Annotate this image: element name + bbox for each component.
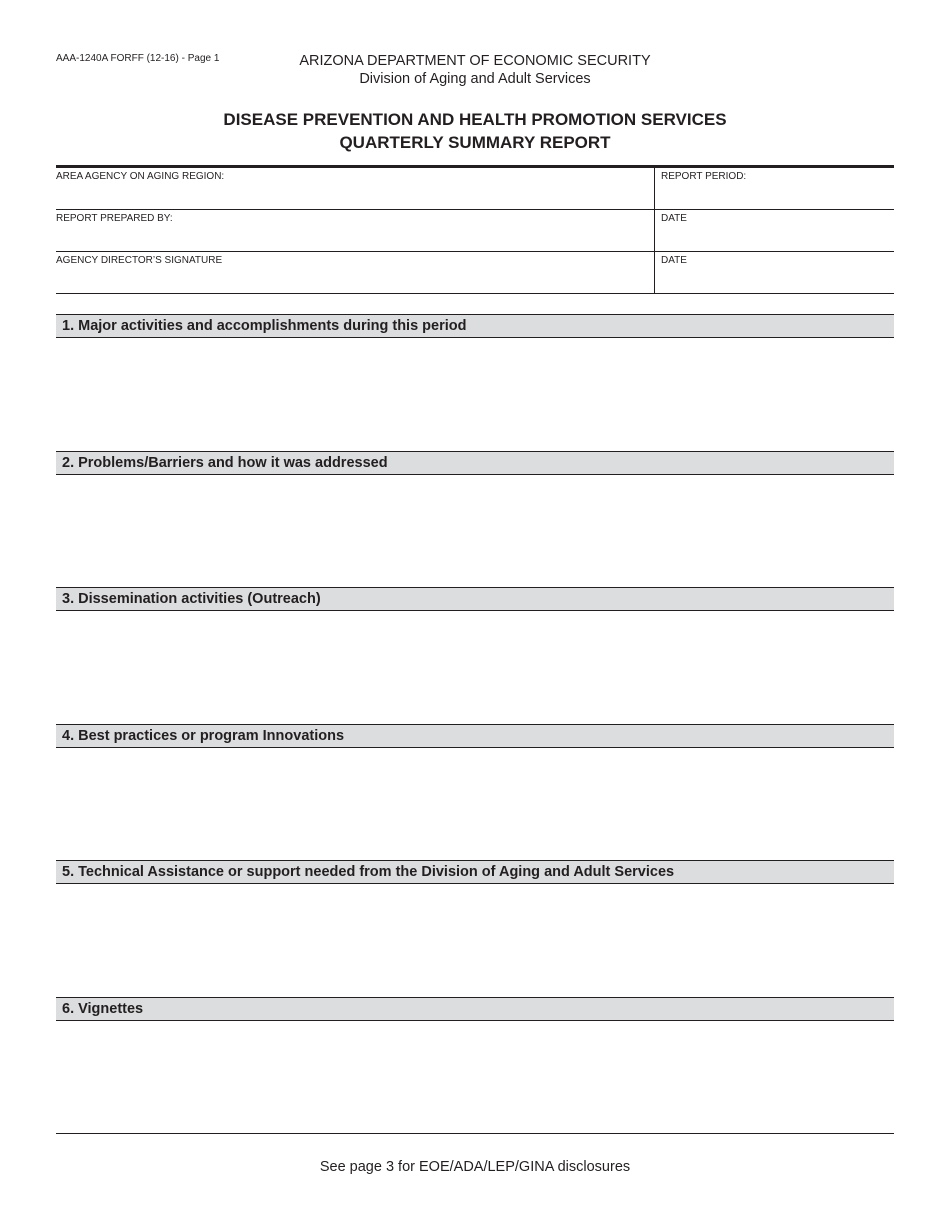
date1-cell <box>655 210 894 251</box>
prepared-by-cell <box>56 210 655 251</box>
footer-disclosure: See page 3 for EOE/ADA/LEP/GINA disclosures <box>319 1159 631 1175</box>
section-3-input[interactable] <box>56 613 894 713</box>
section-5-header: 5. Technical Assistance or support needed from the Division of Aging and Adult Services <box>56 860 894 884</box>
report-period-cell <box>655 168 894 209</box>
region-field[interactable] <box>56 182 654 204</box>
date2-cell <box>655 252 894 293</box>
date2-field[interactable] <box>661 266 894 288</box>
form-id: AAA-1240A FORFF (12-16) - Page 1 <box>56 53 220 64</box>
header-row-signature <box>56 252 894 294</box>
date2-label: DATE <box>661 255 687 266</box>
region-cell <box>56 168 655 209</box>
signature-cell <box>56 252 655 293</box>
section-3-header: 3. Dissemination activities (Outreach) <box>56 587 894 611</box>
section-2-input[interactable] <box>56 477 894 577</box>
section-2-header: 2. Problems/Barriers and how it was addressed <box>56 451 894 475</box>
date1-field[interactable] <box>661 224 894 246</box>
prepared-by-field[interactable] <box>56 224 654 246</box>
section-6-header: 6. Vignettes <box>56 997 894 1021</box>
section-5-input[interactable] <box>56 886 894 986</box>
report-period-field[interactable] <box>661 182 894 204</box>
header-row-region <box>56 168 894 210</box>
report-title-line1: DISEASE PREVENTION AND HEALTH PROMOTION SERVICES <box>223 110 727 129</box>
report-title-line2: QUARTERLY SUMMARY REPORT <box>339 133 611 152</box>
section-1-header: 1. Major activities and accomplishments during this period <box>56 314 894 338</box>
division-name: Division of Aging and Adult Services <box>359 71 591 87</box>
section-6-input[interactable] <box>56 1023 894 1123</box>
prepared-by-label: REPORT PREPARED BY: <box>56 213 173 224</box>
section-4-header: 4. Best practices or program Innovations <box>56 724 894 748</box>
footer-divider <box>56 1133 894 1134</box>
signature-label: AGENCY DIRECTOR’S SIGNATURE <box>56 255 223 266</box>
report-period-label: REPORT PERIOD: <box>661 171 747 182</box>
report-header-fields <box>56 165 894 294</box>
agency-name: ARIZONA DEPARTMENT OF ECONOMIC SECURITY <box>299 53 651 69</box>
region-label: AREA AGENCY ON AGING REGION: <box>56 171 225 182</box>
date1-label: DATE <box>661 213 687 224</box>
header-row-prepared-by <box>56 210 894 252</box>
section-1-input[interactable] <box>56 340 894 440</box>
signature-field[interactable] <box>56 266 654 288</box>
section-4-input[interactable] <box>56 750 894 850</box>
